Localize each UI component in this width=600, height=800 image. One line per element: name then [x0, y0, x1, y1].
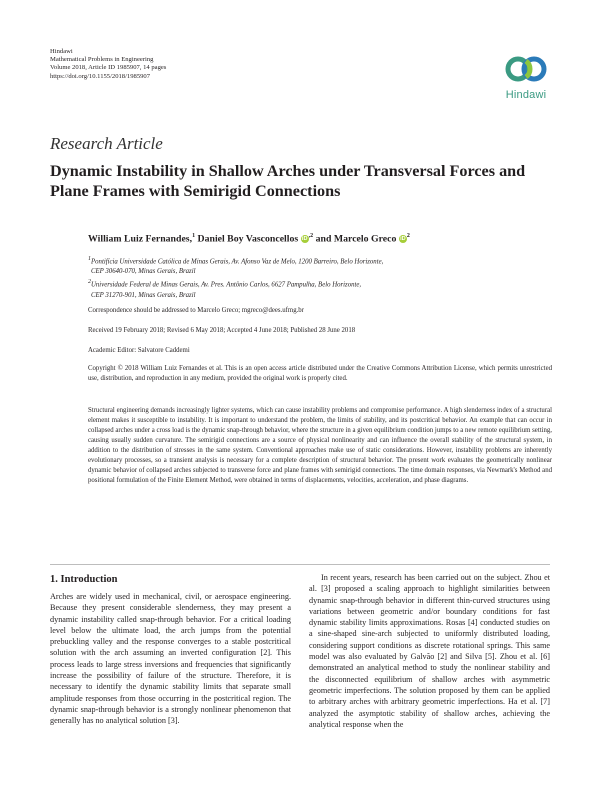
affiliation-sup: 1: [88, 256, 91, 262]
doi-link[interactable]: https://doi.org/10.1155/2018/1985907: [50, 72, 151, 80]
section-divider: [50, 564, 550, 565]
orcid-icon[interactable]: iD: [400, 236, 406, 243]
abstract: Structural engineering demands increasingly lighter systems, which can cause instability problems and compromise performance. A high slenderness index of a structural element makes it susceptible to instability. It is important to understand the problem, the limits of stability, and its postcritical behavior. An example that can occur in collapsed arches under a cross load is the dynamic snap-through behavior, where the structure in a given equilibrium condition jumps to a new remote equilibrium setting, causing usually sudden curvature. The semirigid connections are a source of physical nonlinearity and can influence the overall stability of the structural system, in addition to the distribution of stresses in the same system. Conventional approaches make use of static considerations. However, instability problems are inherently evolutionary processes, so a transient analysis is necessary for a complete description of structural behavior. The present work evaluates the geometrically nonlinear dynamic behavior of collapsed arches subjected to transverse force and plane frames with semirigid connections. The time domain responses, via Newmark's Method and positional formulation of the Finite Element Method, were obtained in terms of displacements, velocities, acceleration, and phase diagrams.: [88, 407, 552, 484]
affiliation-text: Universidade Federal de Minas Gerais, Av. Pres. Antônio Carlos, 6627 Pampulha, Belo Horizonte,: [91, 281, 362, 289]
copyright-notice: Copyright © 2018 William Luiz Fernandes et al. This is an open access article distributed under the Creative Commons Attribution License, which permits unrestricted use, distribution, and reproduction in any medium, provided the original work is properly cited.: [88, 365, 552, 382]
author-name[interactable]: Daniel Boy Vasconcellos: [197, 233, 299, 245]
affiliation-line: [88, 277, 528, 290]
affiliation-line: [88, 254, 528, 267]
author-affil-sup: ,2: [308, 233, 314, 239]
article-type: Research Article: [50, 134, 163, 153]
body-column-right: In recent years, research has been carried out on the subject. Zhou et al. [3] proposed a scaling approach to highlight similarities between dynamic snap-through behavior in different thin-curved structures using variations between geometric and/or boundary conditions for fast dynamic stability limits approximations. Rosas [4] conducted studies on a sine-shaped sine-arch subjected to uniformly distributed loading, considering support conditions as discrete rotational springs. This same model was also evaluated by Galvão [2] and Silva [5]. Zhou et al. [6] demonstrated an analytical method to study the nonlinear stability and the disconnected equilibrium of shallow arches with asymmetric geometric imperfections. The solution proposed by them can be applied to arbitrary arches with arbitrary geometric imperfections. Ha et al. [7] analyzed the asymptotic stability of shallow arches, achieving the analytical response when the: [309, 573, 550, 729]
author-connector: and: [313, 233, 334, 245]
body-column-left: Arches are widely used in mechanical, civil, or aerospace engineering. Because they present considerable slenderness, they may present a dynamic instability called snap-through behavior. For a critical loading level below the ultimate load, the arch jumps from the potential prebuckling valley and the response converges to a stable postcritical solution with the arch assuming an inverted configuration [2]. This process leads to large stress inversions and frequencies that significantly increase the possibility of failure of the structure. Therefore, it is necessary to identify the dynamic stability limits that separate small amplitude responses from those occurring in the postcritical region. The dynamic snap-through behavior is a strongly nonlinear phenomenon that generally has no analytical solution [3].: [50, 592, 291, 726]
correspondence[interactable]: Correspondence should be addressed to Marcelo Greco; mgreco@dees.ufmg.br: [88, 307, 304, 314]
affiliation-line: CEP 31270-901, Minas Gerais, Brazil: [91, 291, 196, 299]
logo-wordmark: Hindawi: [505, 89, 547, 101]
publisher-name: Hindawi: [50, 48, 73, 55]
affiliation-sup: 2: [88, 279, 91, 286]
author-name[interactable]: Marcelo Greco: [333, 233, 397, 245]
hindawi-logo[interactable]: [500, 50, 552, 101]
author-name[interactable]: William Luiz Fernandes,: [88, 233, 193, 245]
author-list: [88, 233, 410, 244]
author-affil-sup: 2: [406, 233, 410, 239]
orcid-icon[interactable]: iD: [301, 236, 308, 243]
section-heading: 1. Introduction: [50, 574, 118, 585]
hindawi-logo-icon: [504, 50, 548, 88]
article-title: Dynamic Instability in Shallow Arches under Transversal Forces and Plane Frames with Semirigid Connections: [50, 162, 526, 200]
academic-editor: Academic Editor: Salvatore Caddemi: [88, 347, 190, 354]
journal-name: Mathematical Problems in Engineering: [50, 56, 154, 64]
volume-info: Volume 2018, Article ID 1985907, 14 pages: [50, 64, 167, 72]
author-affil-sup: 1: [192, 233, 196, 239]
affiliation-line: CEP 30640-070, Minas Gerais, Brazil: [91, 268, 196, 276]
article-dates: Received 19 February 2018; Revised 6 May 2018; Accepted 4 June 2018; Published 28 June 2018: [88, 327, 356, 334]
affiliation-text: Pontifícia Universidade Católica de Minas Gerais, Av. Afonso Vaz de Melo, 1200 Barreiro, Belo Horizonte,: [91, 258, 384, 266]
journal-info: [50, 48, 166, 81]
affiliations: [88, 254, 528, 301]
